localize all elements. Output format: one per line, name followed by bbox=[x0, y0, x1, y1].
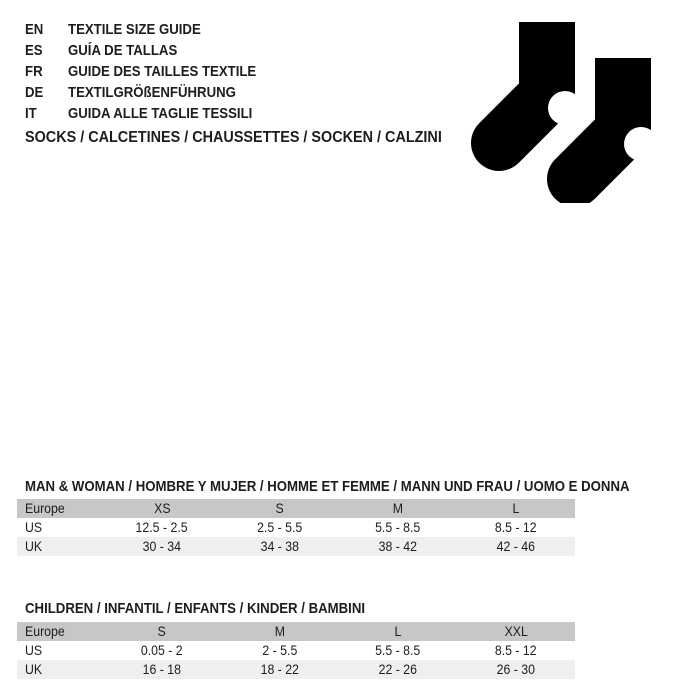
socks-icon bbox=[458, 8, 660, 203]
header-label: XS bbox=[153, 500, 171, 516]
size-value-cell bbox=[221, 518, 339, 537]
man-woman-row-us bbox=[17, 518, 575, 537]
language-label: GUIDE DES TAILLES TEXTILE bbox=[68, 63, 257, 80]
size-value-cell bbox=[457, 641, 575, 660]
size-value: 38 - 42 bbox=[378, 538, 418, 554]
header-cell-europe bbox=[17, 499, 103, 518]
language-title-list bbox=[25, 19, 282, 124]
size-value: 2 - 5.5 bbox=[262, 642, 298, 658]
header-cell-m bbox=[339, 499, 457, 518]
size-value-cell bbox=[457, 660, 575, 679]
language-label: GUÍA DE TALLAS bbox=[68, 42, 178, 59]
category-line bbox=[25, 127, 488, 148]
size-value: 26 - 30 bbox=[496, 661, 536, 677]
children-table-title-text: CHILDREN / INFANTIL / ENFANTS / KINDER / BAMBINI bbox=[25, 600, 366, 617]
size-value-cell bbox=[221, 537, 339, 556]
children-header-row bbox=[17, 622, 575, 641]
man-woman-table-title bbox=[25, 479, 700, 494]
category-line-text: SOCKS / CALCETINES / CHAUSSETTES / SOCKEN / CALZINI bbox=[25, 129, 442, 146]
header-label: Europe bbox=[25, 500, 65, 516]
row-label: US bbox=[25, 642, 43, 658]
header-label: XXL bbox=[504, 623, 528, 639]
header-cell-l bbox=[457, 499, 575, 518]
size-value-cell bbox=[103, 518, 221, 537]
man-woman-row-uk bbox=[17, 537, 575, 556]
sock-left bbox=[499, 22, 582, 143]
language-code: DE bbox=[25, 84, 44, 101]
size-value: 22 - 26 bbox=[378, 661, 418, 677]
size-value-cell bbox=[103, 660, 221, 679]
language-row-fr bbox=[25, 61, 282, 82]
header-cell-s bbox=[221, 499, 339, 518]
language-row-en bbox=[25, 19, 282, 40]
header-cell-xxl bbox=[457, 622, 575, 641]
language-row-de bbox=[25, 82, 282, 103]
size-value: 42 - 46 bbox=[496, 538, 536, 554]
header-label: Europe bbox=[25, 623, 65, 639]
man-woman-size-table bbox=[17, 499, 575, 556]
size-value: 2.5 - 5.5 bbox=[257, 519, 303, 535]
row-label-cell bbox=[17, 518, 103, 537]
size-value-cell bbox=[339, 660, 457, 679]
language-code: EN bbox=[25, 21, 44, 38]
header-label: M bbox=[274, 623, 286, 639]
size-value-cell bbox=[339, 537, 457, 556]
row-label: UK bbox=[25, 661, 43, 677]
man-woman-table-title-text: MAN & WOMAN / HOMBRE Y MUJER / HOMME ET FEMME / MANN UND FRAU / UOMO E DONNA bbox=[25, 478, 630, 495]
size-value-cell bbox=[339, 518, 457, 537]
header-cell-m bbox=[221, 622, 339, 641]
size-value-cell bbox=[457, 518, 575, 537]
header-label: L bbox=[394, 623, 402, 639]
header-label: S bbox=[157, 623, 167, 639]
size-value-cell bbox=[339, 641, 457, 660]
children-row-us bbox=[17, 641, 575, 660]
row-label: UK bbox=[25, 538, 43, 554]
header-cell-europe bbox=[17, 622, 103, 641]
header-label: M bbox=[392, 500, 404, 516]
size-value: 8.5 - 12 bbox=[495, 519, 537, 535]
size-value: 16 - 18 bbox=[142, 661, 182, 677]
size-value-cell bbox=[221, 641, 339, 660]
children-row-uk bbox=[17, 660, 575, 679]
size-value: 12.5 - 2.5 bbox=[135, 519, 189, 535]
size-value-cell bbox=[221, 660, 339, 679]
header-label: L bbox=[512, 500, 520, 516]
size-value: 8.5 - 12 bbox=[495, 642, 537, 658]
children-table-title bbox=[25, 601, 411, 616]
size-value: 18 - 22 bbox=[260, 661, 300, 677]
man-woman-header-row bbox=[17, 499, 575, 518]
size-value: 5.5 - 8.5 bbox=[375, 519, 421, 535]
language-code: ES bbox=[25, 42, 43, 59]
language-row-es bbox=[25, 40, 282, 61]
language-label: TEXTILE SIZE GUIDE bbox=[68, 21, 201, 38]
language-label: TEXTILGRÖßENFÜHRUNG bbox=[68, 84, 236, 101]
size-value: 5.5 - 8.5 bbox=[375, 642, 421, 658]
children-size-table bbox=[17, 622, 575, 679]
size-value-cell bbox=[103, 641, 221, 660]
language-row-it bbox=[25, 103, 282, 124]
size-value: 34 - 38 bbox=[260, 538, 300, 554]
size-value: 30 - 34 bbox=[142, 538, 182, 554]
size-value-cell bbox=[103, 537, 221, 556]
language-label: GUIDA ALLE TAGLIE TESSILI bbox=[68, 105, 253, 122]
size-value: 0.05 - 2 bbox=[141, 642, 183, 658]
row-label-cell bbox=[17, 537, 103, 556]
header-label: S bbox=[275, 500, 285, 516]
language-code: IT bbox=[25, 105, 37, 122]
sock-right bbox=[575, 58, 658, 179]
row-label-cell bbox=[17, 641, 103, 660]
row-label: US bbox=[25, 519, 43, 535]
row-label-cell bbox=[17, 660, 103, 679]
language-code: FR bbox=[25, 63, 43, 80]
header-cell-l bbox=[339, 622, 457, 641]
size-value-cell bbox=[457, 537, 575, 556]
header-cell-xs bbox=[103, 499, 221, 518]
header-cell-s bbox=[103, 622, 221, 641]
